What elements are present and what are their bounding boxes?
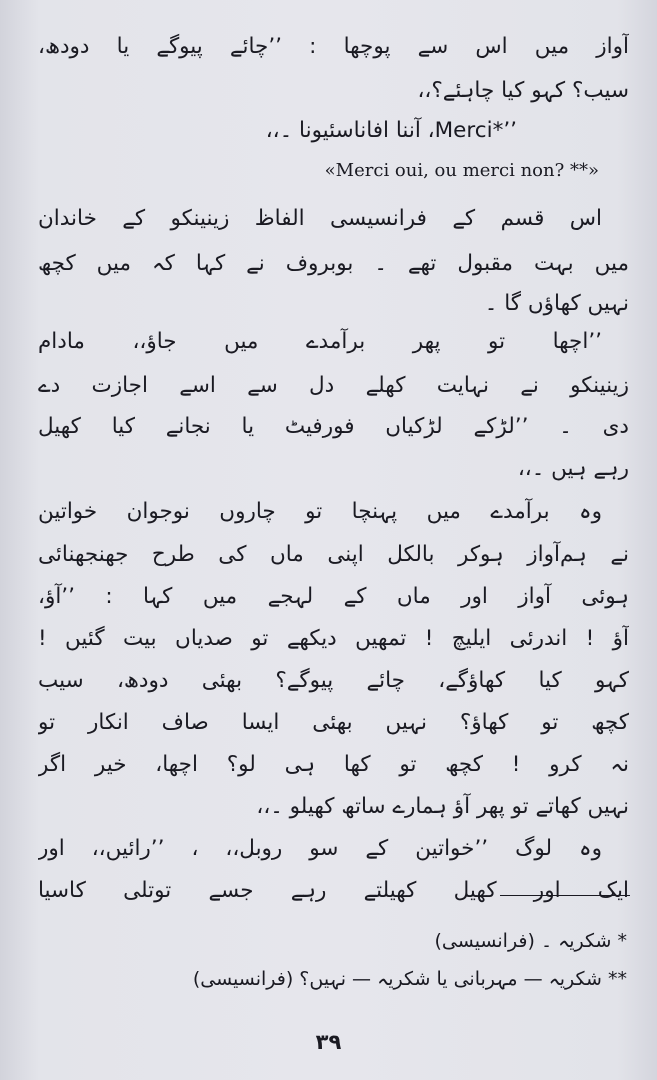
text-line: کچھ تو کھاؤ؟ نہیں بھئی ایسا صاف انکار تو (38, 710, 629, 735)
text-line: کہو کیا کھاؤگے، چائے پیوگے؟ بھئی دودھ، سیب (38, 668, 629, 693)
text-line: میں بہت مقبول تھے ۔ بوبروف نے کہا کہ میں کچھ (38, 251, 629, 276)
text-line: ’’اچھا تو پھر برآمدے میں جاؤ،، مادام (38, 329, 602, 354)
text-line: وہ لوگ ’’خواتین کے سو روبل،، ، ’’رائیں،، اور (38, 836, 602, 861)
text-line: نہیں کھاتے تو پھر آؤ ہمارے ساتھ کھیلو ۔،، (256, 794, 629, 819)
text-line: رہے ہیں ۔،، (517, 456, 629, 481)
footnote-divider (500, 895, 630, 896)
text-line: آواز میں اس سے پوچھا : ’’چائے پیوگے یا دودھ، (38, 34, 629, 59)
text-line: ’’*Merci، آننا افاناسئیونا ۔،، (265, 118, 517, 143)
text-line: دی ۔ ’’لڑکے لڑکیاں فورفیٹ یا نجانے کیا کھیل (38, 414, 629, 439)
text-line: آؤ ! اندرئی ایلیچ ! تمھیں دیکھے تو صدیاں بیت گئیں ! (38, 626, 629, 651)
text-line: اس قسم کے فرانسیسی الفاظ زینینکو کے خاندان (38, 206, 602, 231)
text-line: نہیں کھاؤں گا ۔ (484, 291, 629, 316)
text-line: وہ برآمدے میں پہنچا تو چاروں نوجوان خواتین (38, 499, 602, 524)
text-line: ہوئی آواز اور ماں کے لہجے میں کہا : ’’آؤ، (38, 584, 629, 609)
text-line: ایک اور کھیل کھیلتے رہے جسے توتلی کاسیا (38, 878, 629, 903)
text-line: سیب؟ کہو کیا چاہئے؟،، (417, 78, 629, 103)
text-line: زینینکو نے نہایت کھلے دل سے اسے اجازت دے (38, 373, 629, 398)
footnote: * شکریہ ۔ (فرانسیسی) (434, 930, 627, 952)
footnote: ** شکریہ — مہربانی یا شکریہ — نہیں؟ (فرانسیسی) (192, 968, 627, 990)
page-number: ۳۹ (315, 1030, 342, 1054)
text-line: نے ہم‌آواز ہوکر بالکل اپنی ماں کی طرح جھنجھنائی (38, 542, 629, 567)
text-line: نہ کرو ! کچھ تو کھا ہی لو؟ اچھا، خیر اگر (38, 752, 629, 777)
text-line-latin: «Merci oui, ou merci non? **» (324, 160, 599, 181)
